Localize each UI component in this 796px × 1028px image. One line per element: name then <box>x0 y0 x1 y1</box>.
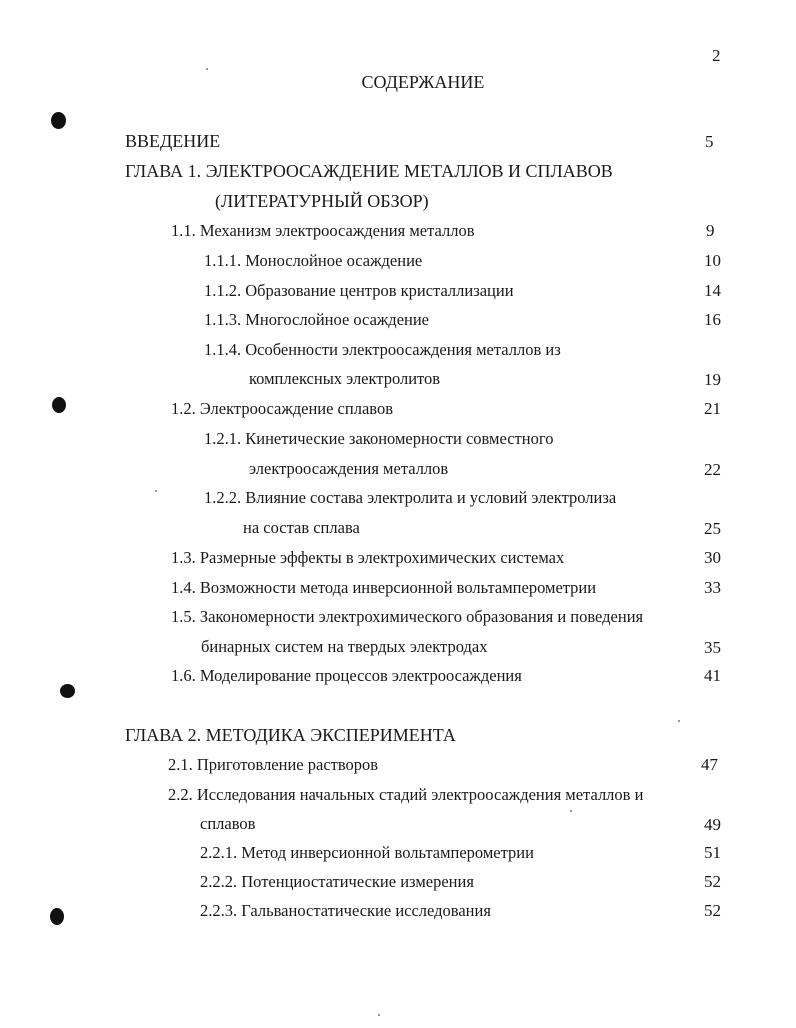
toc-page: 41 <box>704 666 721 685</box>
toc-entry: 2.2.3. Гальваностатические исследования <box>200 901 491 920</box>
toc-page: 5 <box>705 132 714 151</box>
toc-entry: 1.1.3. Многослойное осаждение <box>204 310 429 329</box>
page-number: 2 <box>712 46 721 65</box>
scan-speck <box>155 490 157 492</box>
toc-entry: 1.6. Моделирование процессов электроосаждения <box>171 666 522 685</box>
toc-entry: 2.2.2. Потенциостатические измерения <box>200 872 474 891</box>
page-title: СОДЕРЖАНИЕ <box>361 72 485 92</box>
toc-page: 22 <box>704 460 721 479</box>
toc-entry: на состав сплава <box>243 518 360 537</box>
toc-entry: комплексных электролитов <box>249 369 441 388</box>
toc-entry: электроосаждения металлов <box>249 459 449 478</box>
scan-speck <box>678 720 680 722</box>
toc-page: 52 <box>704 872 721 891</box>
toc-entry: 1.2.2. Влияние состава электролита и условий электролиза <box>204 488 617 507</box>
toc-entry: 1.1.2. Образование центров кристаллизации <box>204 281 514 300</box>
toc-entry: 1.4. Возможности метода инверсионной вольтамперометрии <box>171 578 597 597</box>
toc-page: 21 <box>704 399 721 418</box>
scan-speck <box>378 1014 380 1016</box>
toc-entry: 2.1. Приготовление растворов <box>168 755 379 774</box>
toc-page: 10 <box>704 251 721 270</box>
toc-entry: ГЛАВА 2. МЕТОДИКА ЭКСПЕРИМЕНТА <box>125 725 456 745</box>
toc-entry: 1.1.4. Особенности электроосаждения металлов из <box>204 340 561 359</box>
toc-entry: (ЛИТЕРАТУРНЫЙ ОБЗОР) <box>215 191 429 211</box>
toc-entry: 2.2. Исследования начальных стадий электроосаждения металлов и <box>168 785 644 804</box>
toc-entry: 1.1.1. Монослойное осаждение <box>204 251 423 270</box>
toc-page: 19 <box>704 370 721 389</box>
toc-entry: 1.3. Размерные эффекты в электрохимических системах <box>171 548 565 567</box>
toc-entry: ВВЕДЕНИЕ <box>125 131 221 151</box>
toc-page: 33 <box>704 578 721 597</box>
punch-hole-mark <box>50 908 64 925</box>
toc-entry: 2.2.1. Метод инверсионной вольтамперометрии <box>200 843 534 862</box>
toc-entry: 1.1. Механизм электроосаждения металлов <box>171 221 475 240</box>
toc-page: 9 <box>706 221 715 240</box>
punch-hole-mark <box>52 397 66 413</box>
toc-page: 30 <box>704 548 721 567</box>
toc-page: 14 <box>704 281 721 300</box>
toc-page: 47 <box>701 755 718 774</box>
toc-page: 49 <box>704 815 721 834</box>
scan-speck <box>206 68 208 70</box>
toc-entry: 1.2.1. Кинетические закономерности совместного <box>204 429 554 448</box>
punch-hole-mark <box>51 112 66 129</box>
toc-page: 35 <box>704 638 721 657</box>
toc-entry: 1.2. Электроосаждение сплавов <box>171 399 393 418</box>
toc-entry: ГЛАВА 1. ЭЛЕКТРООСАЖДЕНИЕ МЕТАЛЛОВ И СПЛАВОВ <box>125 161 613 181</box>
toc-entry: сплавов <box>200 814 256 833</box>
toc-page: 25 <box>704 519 721 538</box>
toc-page: 16 <box>704 310 721 329</box>
toc-page: 52 <box>704 901 721 920</box>
scan-speck <box>570 810 572 812</box>
punch-hole-mark <box>60 684 75 698</box>
toc-page: 51 <box>704 843 721 862</box>
toc-entry: 1.5. Закономерности электрохимического образования и поведения <box>171 607 644 626</box>
toc-entry: бинарных систем на твердых электродах <box>201 637 488 656</box>
